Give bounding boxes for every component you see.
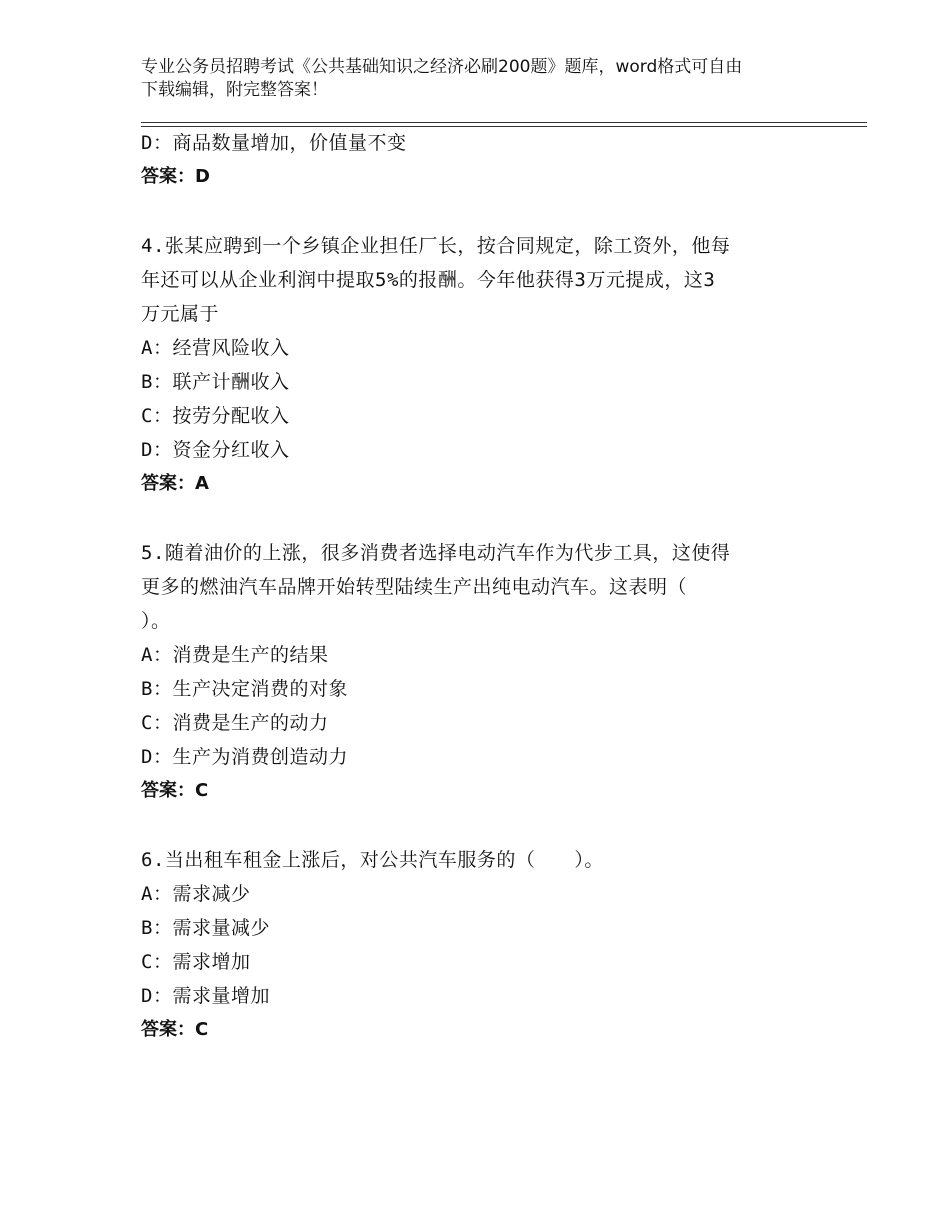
question-stem-line: 4.张某应聘到一个乡镇企业担任厂长，按合同规定，除工资外，他每 — [141, 235, 731, 257]
header-line-1: 专业公务员招聘考试《公共基础知识之经济必刷200题》题库，word格式可自由 — [141, 57, 743, 77]
document-body — [141, 126, 811, 1047]
option-b: B：需求量减少 — [141, 917, 270, 939]
question-stem-line: 6.当出租车租金上涨后，对公共汽车服务的（ ）。 — [141, 849, 604, 871]
question-3-tail — [141, 126, 811, 194]
question-stem-line: ）。 — [141, 610, 171, 632]
question-5 — [141, 536, 811, 808]
document-header — [141, 56, 811, 102]
answer: 答案：C — [141, 780, 209, 801]
header-rule-top — [141, 122, 867, 123]
header-line-2: 下载编辑，附完整答案！ — [141, 80, 328, 100]
answer: 答案：A — [141, 473, 209, 494]
option-c: C：按劳分配收入 — [141, 405, 290, 427]
question-stem-line: 5.随着油价的上涨，很多消费者选择电动汽车作为代步工具，这使得 — [141, 542, 731, 564]
question-stem-line: 年还可以从企业利润中提取5%的报酬。今年他获得3万元提成，这3 — [141, 269, 716, 291]
option-d: D：资金分红收入 — [141, 439, 290, 461]
option-d: D：商品数量增加，价值量不变 — [141, 132, 407, 154]
option-c: C：消费是生产的动力 — [141, 712, 329, 734]
question-stem-line: 更多的燃油汽车品牌开始转型陆续生产出纯电动汽车。这表明（ — [141, 576, 688, 598]
option-d: D：需求量增加 — [141, 985, 270, 1007]
question-4 — [141, 229, 811, 501]
option-d: D：生产为消费创造动力 — [141, 746, 348, 768]
question-6 — [141, 843, 811, 1047]
option-a: A：消费是生产的结果 — [141, 644, 329, 666]
answer: 答案：C — [141, 1019, 209, 1040]
answer: 答案：D — [141, 166, 210, 187]
option-c: C：需求增加 — [141, 951, 251, 973]
option-a: A：需求减少 — [141, 883, 251, 905]
question-stem-line: 万元属于 — [141, 303, 220, 325]
option-b: B：联产计酬收入 — [141, 371, 290, 393]
option-b: B：生产决定消费的对象 — [141, 678, 348, 700]
option-a: A：经营风险收入 — [141, 337, 290, 359]
